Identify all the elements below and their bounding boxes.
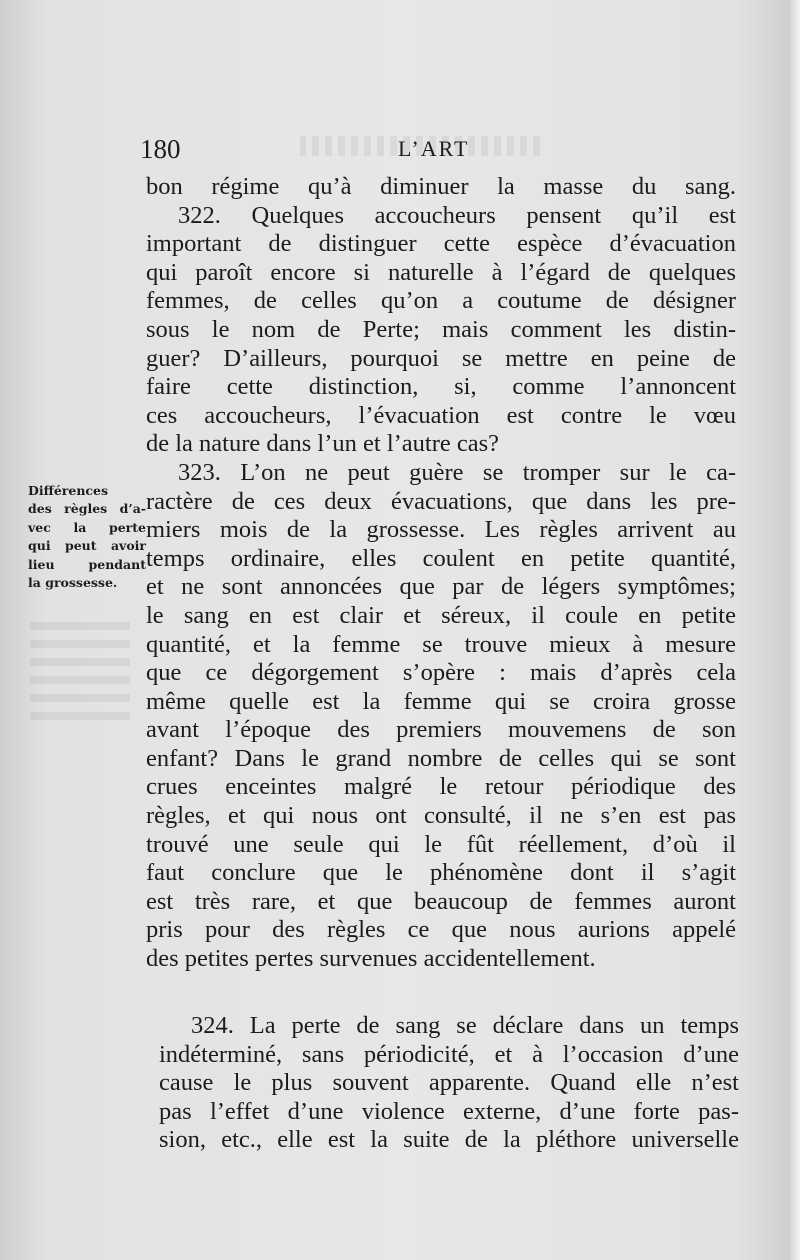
text-line: cause le plus souvent apparente. Quand elle n’est [159,1069,739,1097]
text-line: miers mois de la grossesse. Les règles arrivent au [146,516,736,544]
margin-note [28,482,146,592]
page-header [140,134,740,166]
text-line: important de distinguer cette espèce d’évacuation [146,230,736,258]
text-line: pris pour des règles ce que nous aurions appelé [146,916,736,944]
text-line: indéterminé, sans périodicité, et à l’occasion d’une [159,1040,739,1068]
text-line: est très rare, et que beaucoup de femmes auront [146,887,736,915]
text-line: trouvé une seule qui le fût réellement, d’où il [146,830,736,858]
main-text [146,173,736,974]
text-line: 323. L’on ne peut guère se tromper sur le ca- [178,458,736,486]
text-line: et ne sont annoncées que par de légers symptômes; [146,573,736,601]
page-number: 180 [140,134,181,164]
text-line: ces accoucheurs, l’évacuation est contre le vœu [146,401,736,429]
page-edge [790,0,800,1260]
running-head: L’ART [398,136,470,161]
text-line: de la nature dans l’un et l’autre cas? [146,430,500,458]
margin-note-line: des règles d’a- [28,501,146,517]
text-line: 324. La perte de sang se déclare dans un temps [191,1012,739,1039]
margin-note-line: vec la perte [28,519,146,535]
text-line: guer? D’ailleurs, pourquoi se mettre en peine de [146,344,736,372]
text-line: qui paroît encore si naturelle à l’égard de quelques [146,258,736,286]
margin-note-line: la grossesse. [28,575,118,591]
show-through-ink [30,620,130,720]
text-line: sion, etc., elle est la suite de la pléthore universelle [159,1126,739,1154]
text-line: femmes, de celles qu’on a coutume de désigner [146,287,736,315]
text-line: même quelle est la femme qui se croira grosse [146,687,736,715]
margin-note-line: qui peut avoir [28,538,146,554]
text-line: crues enceintes malgré le retour périodique des [146,773,736,801]
paragraph-324 [159,1012,739,1155]
text-line: pas l’effet d’une violence externe, d’une forte pas- [159,1097,739,1125]
text-line: faut conclure que le phénomène dont il s’agit [146,859,736,887]
margin-note-line: lieu pendant [28,556,146,572]
text-line: temps ordinaire, elles coulent en petite quantité, [146,544,736,572]
text-line: faire cette distinction, si, comme l’annoncent [146,373,736,401]
text-line: quantité, et la femme se trouve mieux à mesure [146,630,736,658]
margin-note-line: Différences [28,483,109,498]
text-line: ractère de ces deux évacuations, que dans les pre- [146,487,736,515]
text-line: que ce dégorgement s’opère : mais d’après cela [146,659,736,687]
text-line: 322. Quelques accoucheurs pensent qu’il est [178,201,736,229]
text-line: bon régime qu’à diminuer la masse du sang. [146,173,736,200]
text-line: des petites pertes survenues accidentellement. [146,945,596,973]
text-line: enfant? Dans le grand nombre de celles qui se sont [146,744,736,772]
text-line: règles, et qui nous ont consulté, il ne s’en est pas [146,802,736,830]
text-line: le sang en est clair et séreux, il coule en petite [146,601,736,629]
text-line: avant l’époque des premiers mouvemens de son [146,716,736,744]
text-line: sous le nom de Perte; mais comment les distin- [146,315,736,343]
